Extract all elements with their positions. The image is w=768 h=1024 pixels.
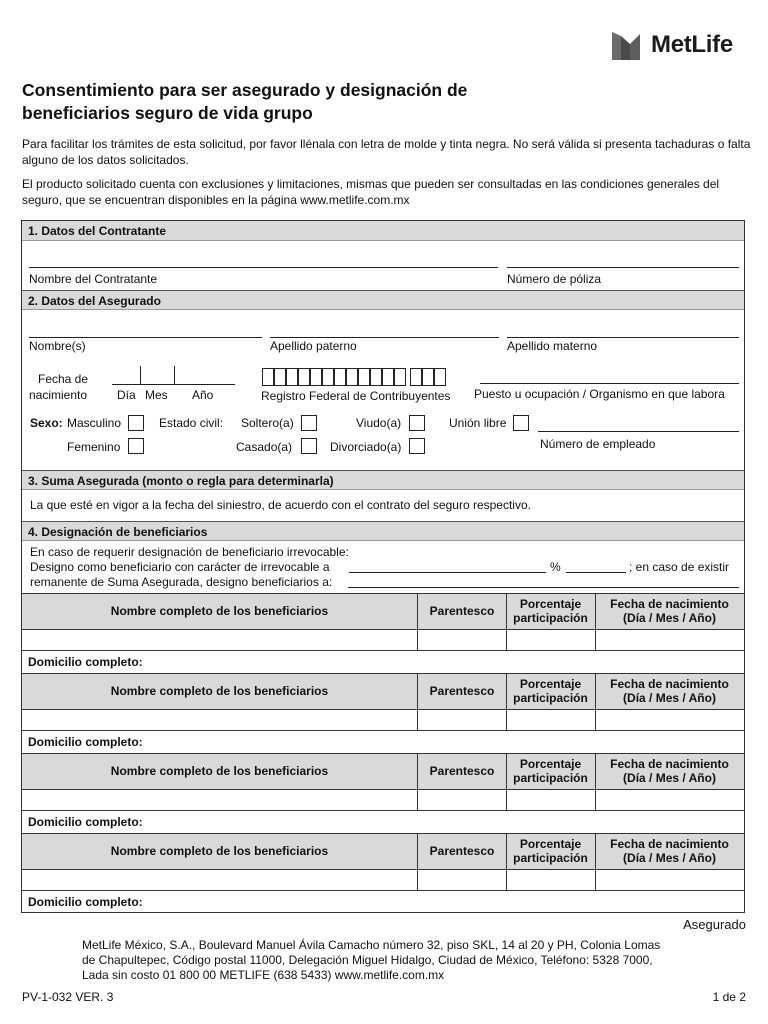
remanente-text: remanente de Suma Asegurada, designo beneficiarios a:: [30, 575, 333, 589]
asegurado-label: Asegurado: [683, 917, 746, 932]
puesto-input-line[interactable]: [480, 383, 739, 384]
sexo-label: Sexo:: [30, 416, 63, 430]
union-libre-label: Unión libre: [449, 416, 507, 430]
masculino-label: Masculino: [67, 416, 122, 430]
col-fecha: Fecha de nacimiento: [610, 756, 729, 771]
fecha-label-1: Fecha de: [38, 372, 89, 386]
viudo-checkbox[interactable]: [409, 415, 425, 431]
col-nombre: Nombre completo de los beneficiarios: [110, 603, 329, 618]
col-fecha: Fecha de nacimiento: [610, 676, 729, 691]
puesto-label: Puesto u ocupación / Organismo en que labora: [474, 387, 725, 401]
poliza-label: Número de póliza: [507, 272, 602, 286]
viudo-label: Viudo(a): [356, 416, 402, 430]
dia-label: Día: [117, 388, 136, 402]
footer-address-2: de Chapultepec, Código postal 11000, Delegación Miguel Hidalgo, Ciudad de México, Teléfono: 5328 7000,: [82, 953, 653, 967]
col-fecha-format: (Día / Mes / Año): [623, 850, 716, 865]
poliza-input-line[interactable]: [507, 267, 739, 268]
col-porcentaje: Porcentaje: [519, 836, 582, 851]
anio-label: Año: [192, 388, 214, 402]
irrevocable-intro: En caso de requerir designación de beneficiario irrevocable:: [30, 545, 349, 559]
contratante-input-line[interactable]: [29, 267, 498, 268]
brand-name: MetLife: [651, 31, 733, 58]
col-porcentaje: Porcentaje: [519, 596, 582, 611]
materno-label: Apellido materno: [507, 339, 598, 353]
paterno-label: Apellido paterno: [270, 339, 357, 353]
col-fecha: Fecha de nacimiento: [610, 836, 729, 851]
domicilio-label: Domicilio completo:: [28, 815, 143, 829]
col-parentesco: Parentesco: [429, 763, 495, 778]
footer-address-3: Lada sin costo 01 800 00 METLIFE (638 5433) www.metlife.com.mx: [82, 968, 445, 982]
intro-paragraph-2: El producto solicitado cuenta con exclusiones y limitaciones, mismas que pueden ser consultadas en las condiciones generales del seguro, que se encuentran disponibles en la página www.metlife.com.mx: [22, 177, 720, 207]
section-4-header: 4. Designación de beneficiarios: [22, 521, 744, 541]
col-nombre: Nombre completo de los beneficiarios: [110, 763, 329, 778]
domicilio-label: Domicilio completo:: [28, 895, 143, 909]
section-3-header: 3. Suma Asegurada (monto o regla para determinarla): [22, 470, 744, 490]
irrevocable-percent-input[interactable]: [566, 572, 626, 573]
fecha-label-2: nacimiento: [29, 388, 88, 402]
col-participacion: participación: [513, 610, 588, 625]
paterno-input-line[interactable]: [270, 337, 499, 338]
mes-label: Mes: [145, 388, 168, 402]
col-parentesco: Parentesco: [429, 603, 495, 618]
casado-label: Casado(a): [236, 440, 293, 454]
masculino-checkbox[interactable]: [128, 415, 144, 431]
union-libre-checkbox[interactable]: [513, 415, 529, 431]
beneficiary-2-name-input[interactable]: [22, 709, 417, 730]
beneficiary-4-name-input[interactable]: [22, 869, 417, 890]
page-title: Consentimiento para ser asegurado y designación de beneficiarios seguro de vida grupo: [22, 80, 468, 123]
col-porcentaje: Porcentaje: [519, 756, 582, 771]
col-participacion: participación: [513, 690, 588, 705]
irrevocable-text: Designo como beneficiario con carácter de irrevocable a: [30, 560, 330, 574]
col-fecha-format: (Día / Mes / Año): [623, 690, 716, 705]
page-number: 1 de 2: [712, 990, 746, 1004]
col-nombre: Nombre completo de los beneficiarios: [110, 683, 329, 698]
col-nombre: Nombre completo de los beneficiarios: [110, 843, 329, 858]
empleado-input-line[interactable]: [538, 431, 739, 432]
section-2-header: 2. Datos del Asegurado: [22, 290, 744, 310]
domicilio-label: Domicilio completo:: [28, 735, 143, 749]
metlife-logo: [612, 30, 746, 60]
remanente-text-a: ; en caso de existir: [629, 560, 730, 574]
materno-input-line[interactable]: [507, 337, 739, 338]
percent-sign: %: [550, 560, 561, 574]
metlife-logo-icon: [612, 30, 644, 60]
divorciado-label: Divorciado(a): [330, 440, 402, 454]
femenino-label: Femenino: [67, 440, 121, 454]
col-parentesco: Parentesco: [429, 683, 495, 698]
col-fecha-format: (Día / Mes / Año): [623, 770, 716, 785]
consent-form: [21, 220, 745, 913]
soltero-label: Soltero(a): [241, 416, 294, 430]
section-1-header: 1. Datos del Contratante: [22, 221, 744, 241]
beneficiary-3-name-input[interactable]: [22, 789, 417, 810]
casado-checkbox[interactable]: [301, 438, 317, 454]
col-participacion: participación: [513, 850, 588, 865]
rfc-label: Registro Federal de Contribuyentes: [261, 389, 451, 403]
intro-paragraph-1: Para facilitar los trámites de esta solicitud, por favor llénala con letra de molde y tinta negra. No será válida si presenta tachaduras o falta alguno de los datos solicitados.: [22, 137, 751, 167]
remanente-input[interactable]: [348, 587, 739, 588]
irrevocable-name-input[interactable]: [349, 572, 546, 573]
beneficiary-1-name-input[interactable]: [22, 629, 417, 650]
fecha-nacimiento-input[interactable]: [112, 384, 235, 385]
nombre-input-line[interactable]: [29, 337, 262, 338]
col-porcentaje: Porcentaje: [519, 676, 582, 691]
femenino-checkbox[interactable]: [128, 438, 144, 454]
divorciado-checkbox[interactable]: [409, 438, 425, 454]
empleado-label: Número de empleado: [540, 437, 656, 451]
nombre-label: Nombre(s): [29, 339, 86, 353]
soltero-checkbox[interactable]: [301, 415, 317, 431]
footer-address-1: MetLife México, S.A., Boulevard Manuel Ávila Camacho número 32, piso SKL, 14 al 20 y PH, Colonia Lomas: [82, 938, 661, 952]
domicilio-label: Domicilio completo:: [28, 655, 143, 669]
col-parentesco: Parentesco: [429, 843, 495, 858]
col-participacion: participación: [513, 770, 588, 785]
estado-civil-label: Estado civil:: [159, 416, 224, 430]
contratante-label: Nombre del Contratante: [29, 272, 158, 286]
col-fecha-format: (Día / Mes / Año): [623, 610, 716, 625]
suma-asegurada-text: La que esté en vigor a la fecha del siniestro, de acuerdo con el contrato del seguro respectivo.: [30, 498, 531, 512]
col-fecha: Fecha de nacimiento: [610, 596, 729, 611]
form-code: PV-1-032 VER. 3: [22, 990, 114, 1004]
